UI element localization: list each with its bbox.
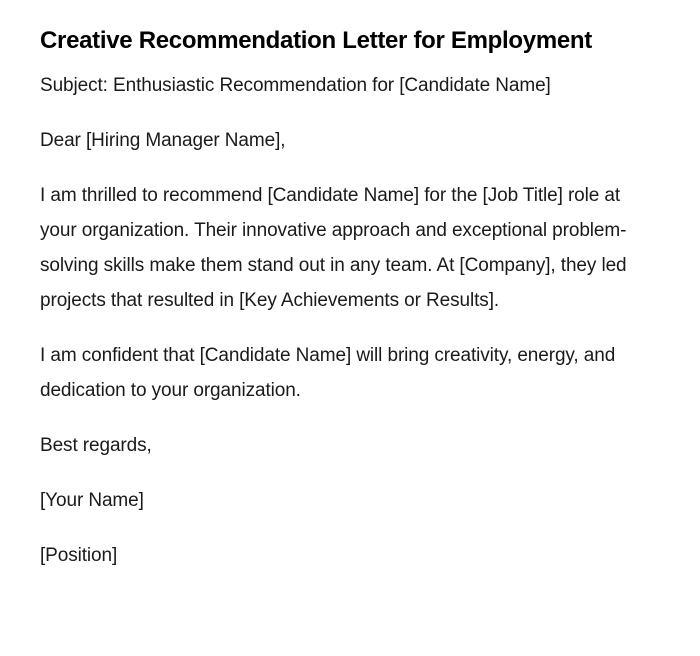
salutation: Dear [Hiring Manager Name], xyxy=(40,130,286,151)
body-paragraph: I am thrilled to recommend [Candidate Name] for the [Job Title] role at your organization. Their innovative approach and exceptional problem-solving skills make them stand out in any team. At [Company], they led projects that resulted in [Key Achievements or Results]. xyxy=(40,185,627,311)
letter-document xyxy=(40,24,640,593)
signature-position: [Position] xyxy=(40,545,118,566)
closing: Best regards, xyxy=(40,435,152,456)
signature-name: [Your Name] xyxy=(40,490,144,511)
document-title: Creative Recommendation Letter for Employment xyxy=(40,27,592,54)
subject-line: Subject: Enthusiastic Recommendation for [Candidate Name] xyxy=(40,75,551,96)
body-paragraph: I am confident that [Candidate Name] will bring creativity, energy, and dedication to your organization. xyxy=(40,345,616,401)
